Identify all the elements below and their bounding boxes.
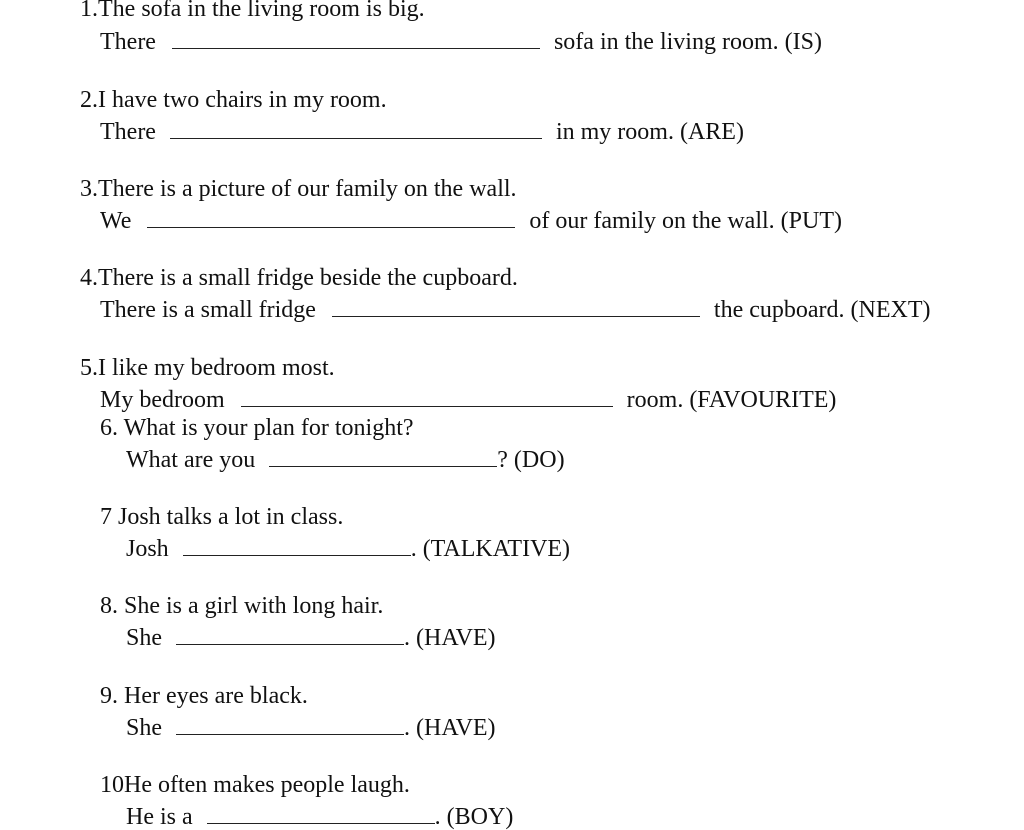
question-6-answer-blank[interactable]: [269, 446, 497, 467]
question-4-prompt-after: the cupboard. (NEXT): [713, 297, 931, 323]
question-6-prompt-after: ? (DO): [497, 447, 565, 473]
question-7-text: Josh talks a lot in class.: [118, 504, 344, 530]
question-9-text: Her eyes are black.: [124, 683, 308, 709]
question-9-prompt-before: She: [126, 715, 162, 741]
question-3-prompt-after: of our family on the wall. (PUT): [529, 208, 842, 234]
question-1-prompt-after: sofa in the living room. (IS): [553, 29, 822, 55]
question-5-prompt-before: My bedroom: [100, 387, 225, 413]
question-2-text: I have two chairs in my room.: [98, 87, 387, 113]
question-2-rewrite: [100, 118, 744, 144]
question-4-number: 4.: [80, 265, 98, 291]
question-8-answer-blank[interactable]: [176, 624, 404, 645]
question-7-answer-blank[interactable]: [183, 535, 411, 556]
question-4-text: There is a small fridge beside the cupboard.: [98, 265, 518, 291]
question-1-prompt-before: There: [100, 29, 156, 55]
question-10-prompt-before: He is a: [126, 804, 193, 830]
question-5-rewrite: [100, 386, 836, 412]
question-2-answer-blank[interactable]: [170, 118, 542, 139]
question-6-sentence: [100, 416, 414, 440]
question-3-rewrite: [100, 207, 842, 233]
question-3-answer-blank[interactable]: [147, 207, 515, 228]
question-9-number: 9.: [100, 683, 118, 709]
question-4-prompt-before: There is a small fridge: [100, 297, 316, 323]
question-8-prompt-before: She: [126, 625, 162, 651]
question-5-text: I like my bedroom most.: [98, 355, 335, 381]
question-9-sentence: [100, 684, 308, 708]
question-8-prompt-after: . (HAVE): [404, 625, 496, 651]
question-10-number: 10: [100, 772, 124, 798]
question-9-prompt-after: . (HAVE): [404, 715, 496, 741]
question-3-number: 3.: [80, 176, 98, 202]
question-8-rewrite: [126, 624, 496, 650]
question-9-answer-blank[interactable]: [176, 714, 404, 735]
question-10-answer-blank[interactable]: [207, 803, 435, 824]
question-3-prompt-before: We: [100, 208, 132, 234]
question-10-text: He often makes people laugh.: [124, 772, 410, 798]
question-8-number: 8.: [100, 593, 118, 619]
question-6-prompt-before: What are you: [126, 447, 256, 473]
question-1-answer-blank[interactable]: [172, 28, 540, 49]
question-10-prompt-after: . (BOY): [434, 804, 514, 830]
question-5-answer-blank[interactable]: [241, 386, 613, 407]
question-4-sentence: [80, 266, 518, 290]
question-1-rewrite: [100, 28, 822, 54]
question-5-number: 5.: [80, 355, 98, 381]
question-3-sentence: [80, 177, 517, 201]
question-4-rewrite: [100, 296, 931, 322]
question-5-prompt-after: room. (FAVOURITE): [626, 387, 837, 413]
question-6-rewrite: [126, 446, 565, 472]
question-1-sentence: [80, 0, 425, 21]
question-7-prompt-after: . (TALKATIVE): [410, 536, 571, 562]
question-7-number: 7: [100, 504, 112, 530]
question-2-prompt-before: There: [100, 119, 156, 145]
question-2-prompt-after: in my room. (ARE): [555, 119, 744, 145]
question-10-rewrite: [126, 803, 513, 829]
question-10-sentence: [100, 773, 410, 797]
question-1-text: The sofa in the living room is big.: [98, 0, 425, 22]
question-2-sentence: [80, 88, 387, 112]
question-7-sentence: [100, 505, 343, 529]
question-1-number: 1.: [80, 0, 98, 22]
question-6-text: What is your plan for tonight?: [123, 415, 414, 441]
question-7-prompt-before: Josh: [126, 536, 169, 562]
question-9-rewrite: [126, 714, 496, 740]
question-7-rewrite: [126, 535, 570, 561]
question-8-text: She is a girl with long hair.: [124, 593, 384, 619]
question-6-number: 6.: [100, 415, 118, 441]
question-3-text: There is a picture of our family on the wall.: [98, 176, 517, 202]
question-8-sentence: [100, 594, 383, 618]
question-5-sentence: [80, 356, 335, 380]
question-2-number: 2.: [80, 87, 98, 113]
question-4-answer-blank[interactable]: [332, 296, 700, 317]
